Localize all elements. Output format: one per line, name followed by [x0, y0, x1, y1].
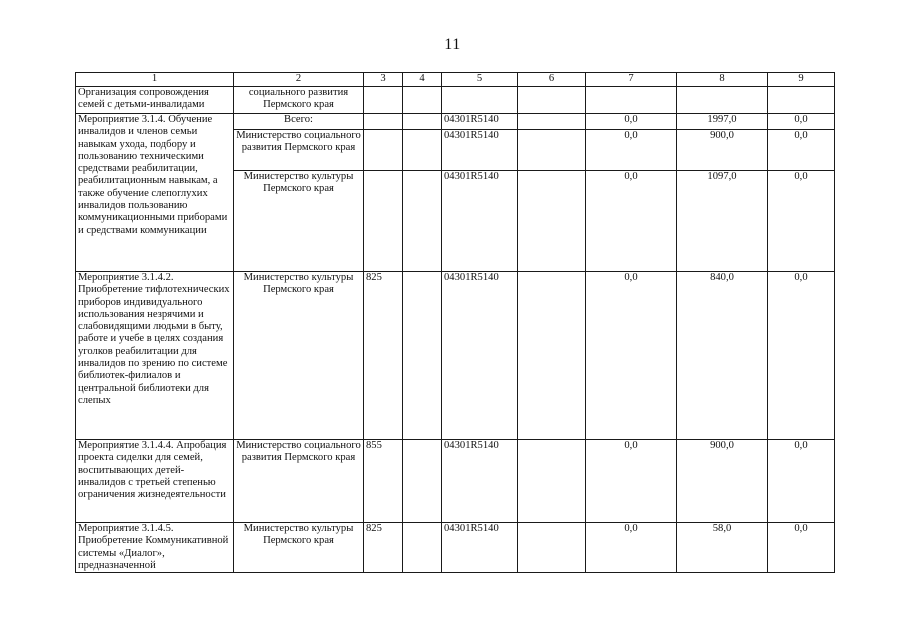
cell-col8 — [677, 87, 768, 114]
cell-col6 — [518, 523, 586, 573]
cell-col5-group — [442, 114, 518, 272]
cell-col4 — [403, 272, 442, 440]
cell-col3 — [364, 129, 402, 170]
table-row — [76, 440, 835, 523]
budget-table — [75, 72, 835, 573]
column-header: 7 — [586, 73, 677, 87]
cell-col8: 900,0 — [677, 129, 767, 170]
executor: Министерство культуры Пермского края — [234, 272, 364, 440]
executor: социального развития Пермского края — [234, 87, 364, 114]
table-row — [76, 272, 835, 440]
cell-col5: 04301R5140 — [442, 170, 517, 183]
cell-col4 — [403, 523, 442, 573]
cell-col8: 1997,0 — [707, 114, 737, 125]
cell-col9: 0,0 — [794, 114, 808, 125]
cell-col8: 900,0 — [677, 440, 768, 523]
cell-col3: 825 — [364, 523, 403, 573]
cell-col7: 0,0 — [624, 114, 638, 125]
cell-col7 — [586, 87, 677, 114]
cell-col7: 0,0 — [586, 440, 677, 523]
cell-col6 — [518, 87, 586, 114]
executor: Министерство социального развития Пермского края — [234, 440, 364, 523]
cell-col7: 0,0 — [586, 170, 676, 183]
executor-group — [234, 114, 364, 272]
cell-col4-group — [403, 114, 442, 272]
activity-description: Мероприятие 3.1.4. Обучение инвалидов и членов семьи навыкам ухода, подбору и пользованию техническими средствами реабилитации, реабилитационным навыкам, а также обучение слепоглухих инвалидов пользованию коммуникационными приборами и средствами коммуникации — [76, 114, 234, 272]
table-header-row — [76, 73, 835, 87]
cell-col8-group — [677, 114, 768, 272]
cell-col5: 04301R5140 — [442, 440, 518, 523]
cell-col4 — [403, 87, 442, 114]
cell-col5: 04301R5140 — [442, 272, 518, 440]
executor: Министерство социального развития Пермского края — [234, 129, 363, 170]
table-row — [76, 114, 835, 272]
cell-col9: 0,0 — [768, 170, 834, 183]
cell-col3: 855 — [364, 440, 403, 523]
cell-col9: 0,0 — [768, 129, 834, 170]
cell-col5: 04301R5140 — [444, 114, 499, 125]
cell-col4 — [405, 114, 439, 129]
cell-col6 — [518, 440, 586, 523]
column-header: 8 — [677, 73, 768, 87]
column-header: 6 — [518, 73, 586, 87]
column-header: 3 — [364, 73, 403, 87]
cell-col4 — [403, 170, 441, 171]
cell-col8: 58,0 — [677, 523, 768, 573]
cell-col9: 0,0 — [768, 272, 835, 440]
column-header: 1 — [76, 73, 234, 87]
cell-col6 — [518, 129, 585, 170]
cell-col9 — [768, 87, 835, 114]
cell-col8: 840,0 — [677, 272, 768, 440]
cell-col6 — [518, 272, 586, 440]
cell-col4 — [403, 129, 441, 170]
activity-description: Мероприятие 3.1.4.2. Приобретение тифлотехнических приборов индивидуального использования незрячими и слабовидящими людьми в быту, работе и учебе в целях создания уголков реабилитации для инвалидов по зрению по системе библиотек-филиалов и центральной библиотеки для слепых — [76, 272, 234, 440]
activity-description: Мероприятие 3.1.4.4. Апробация проекта сиделки для семей, воспитывающих детей-инвалидов с третьей степенью ограничения жизнедеятельности — [76, 440, 234, 523]
cell-col5: 04301R5140 — [442, 523, 518, 573]
executor: Министерство культуры Пермского края — [234, 523, 364, 573]
column-header: 5 — [442, 73, 518, 87]
column-header: 2 — [234, 73, 364, 87]
table-row — [76, 87, 835, 114]
cell-col7: 0,0 — [586, 272, 677, 440]
cell-col3: 825 — [364, 272, 403, 440]
cell-col7: 0,0 — [586, 523, 677, 573]
cell-col5 — [442, 87, 518, 114]
cell-col7-group — [586, 114, 677, 272]
column-header: 4 — [403, 73, 442, 87]
column-header: 9 — [768, 73, 835, 87]
cell-col4 — [403, 440, 442, 523]
cell-col3 — [364, 170, 402, 171]
page-number: 11 — [444, 36, 461, 53]
activity-description: Мероприятие 3.1.4.5. Приобретение Коммуникативной системы «Диалог», предназначенной — [76, 523, 234, 573]
cell-col6 — [518, 170, 585, 171]
table-row — [76, 523, 835, 573]
executor: Министерство культуры Пермского края — [234, 170, 363, 196]
executor: Всего: — [284, 114, 313, 125]
cell-col9: 0,0 — [768, 523, 835, 573]
cell-col9-group — [768, 114, 835, 272]
cell-col8: 1097,0 — [677, 170, 767, 183]
cell-col3-group — [364, 114, 403, 272]
cell-col3 — [366, 114, 400, 129]
cell-col9: 0,0 — [768, 440, 835, 523]
cell-col3 — [364, 87, 403, 114]
activity-description: Организация сопровождения семей с детьми-инвалидами — [76, 87, 234, 114]
cell-col7: 0,0 — [586, 129, 676, 170]
cell-col5: 04301R5140 — [442, 129, 517, 170]
cell-col6 — [520, 114, 583, 129]
cell-col6-group — [518, 114, 586, 272]
